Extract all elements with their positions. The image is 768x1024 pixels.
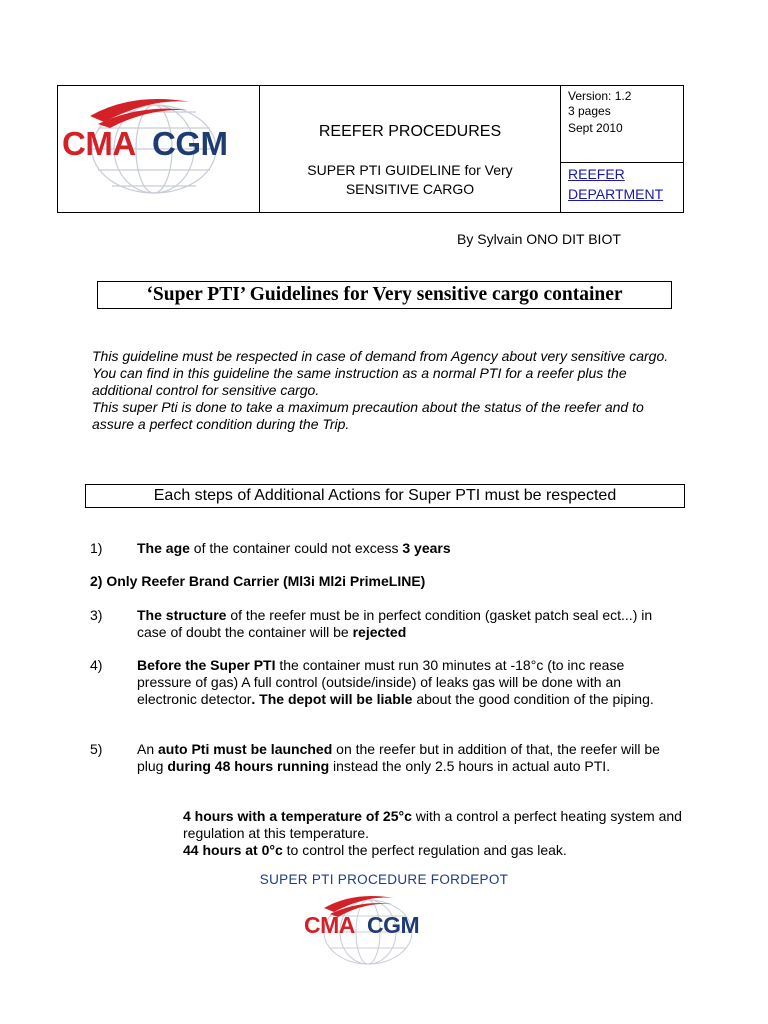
sub-item-2-text: to control the perfect regulation and gas leak. xyxy=(282,842,567,858)
header-meta-cell xyxy=(561,86,683,212)
sub-item-2 xyxy=(183,842,683,859)
header-table xyxy=(57,85,684,213)
item-3-bold-1: The structure xyxy=(137,607,227,623)
item-4-bold-2: . The depot will be liable xyxy=(251,691,413,707)
item-5-text-2: instead the only 2.5 hours in actual auto PTI. xyxy=(329,758,611,774)
main-title: ‘Super PTI’ Guidelines for Very sensitive cargo container xyxy=(97,281,672,309)
item-5-text-0: An xyxy=(137,741,159,757)
item-3-text-1: of the reefer must be in perfect condition (gasket patch seal ect...) in case of doubt the container will be xyxy=(137,607,653,640)
item-number-4: 4) xyxy=(90,657,103,673)
intro-paragraph-1: This guideline must be respected in case of demand from Agency about very sensitive cargo. You can find in this guideline the same instruction as a normal PTI for a reefer plus the additional control for sensitive cargo. xyxy=(92,348,669,398)
intro-text xyxy=(92,348,682,433)
list-item-5 xyxy=(137,741,682,775)
item-4-text-2: about the good condition of the piping. xyxy=(412,691,654,707)
item-1-bold-1: The age xyxy=(137,540,190,556)
footer-logo-cma-text: CMA xyxy=(304,912,355,938)
doc-subtitle-line2: SENSITIVE CARGO xyxy=(345,181,475,197)
item-5-text-1: on the reefer but in addition of that, the reefer will be plug xyxy=(137,741,660,774)
doc-title: REEFER PROCEDURES xyxy=(318,123,502,140)
list-item-3 xyxy=(137,607,682,641)
department-line2: DEPARTMENT xyxy=(568,186,664,202)
item-4-bold-1: Before the Super PTI xyxy=(137,657,276,673)
doc-subtitle xyxy=(260,161,560,199)
list-item-2: 2) Only Reefer Brand Carrier (Ml3i Ml2i PrimeLINE) xyxy=(90,573,426,589)
footer-cma-cgm-logo xyxy=(304,892,436,972)
department-link[interactable] xyxy=(568,164,663,204)
sub-item-1-text: with a control a perfect heating system and regulation at this temperature. xyxy=(183,808,682,841)
footer-title: SUPER PTI PROCEDURE FORDEPOT xyxy=(259,872,509,887)
item-1-bold-2: 3 years xyxy=(402,540,451,556)
header-logo-cell xyxy=(58,86,260,212)
header-title-cell xyxy=(260,86,561,212)
item-5-bold-1: auto Pti must be launched xyxy=(158,741,333,757)
department-line1: REEFER xyxy=(568,166,625,182)
doc-subtitle-line1: SUPER PTI GUIDELINE for Very xyxy=(307,162,513,178)
intro-paragraph-2: This super Pti is done to take a maximum precaution about the status of the reefer and to assure a perfect condition during the Trip. xyxy=(92,399,644,432)
item-1-text-1: of the container could not excess xyxy=(189,540,403,556)
steps-heading: Each steps of Additional Actions for Super PTI must be respected xyxy=(85,484,685,508)
footer-logo-cgm-text: CGM xyxy=(367,912,420,938)
sub-item-2-bold: 44 hours at 0°c xyxy=(183,842,283,858)
item-number-5: 5) xyxy=(90,741,103,757)
date-label: Sept 2010 xyxy=(568,121,623,135)
meta-divider xyxy=(561,162,683,163)
list-item-4 xyxy=(137,657,682,708)
item-5-bold-2: during 48 hours running xyxy=(167,758,330,774)
cma-cgm-logo xyxy=(62,94,254,204)
version-label: Version: 1.2 xyxy=(568,89,632,103)
sub-item-1 xyxy=(183,808,683,842)
pages-label: 3 pages xyxy=(568,104,611,118)
logo-cgm-text: CGM xyxy=(152,125,228,162)
logo-cma-text: CMA xyxy=(62,125,136,162)
author-line: By Sylvain ONO DIT BIOT xyxy=(457,231,621,247)
list-item-1 xyxy=(137,540,682,557)
sub-item-1-bold: 4 hours with a temperature of 25°c xyxy=(183,808,412,824)
item-4-text-1: the container must run 30 minutes at -18°c (to inc rease pressure of gas) A full control (outside/inside) of leaks gas will be done with an electronic detector xyxy=(137,657,625,707)
item-number-3: 3) xyxy=(90,607,103,623)
item-number-1: 1) xyxy=(90,540,103,556)
item-3-bold-2: rejected xyxy=(352,624,407,640)
